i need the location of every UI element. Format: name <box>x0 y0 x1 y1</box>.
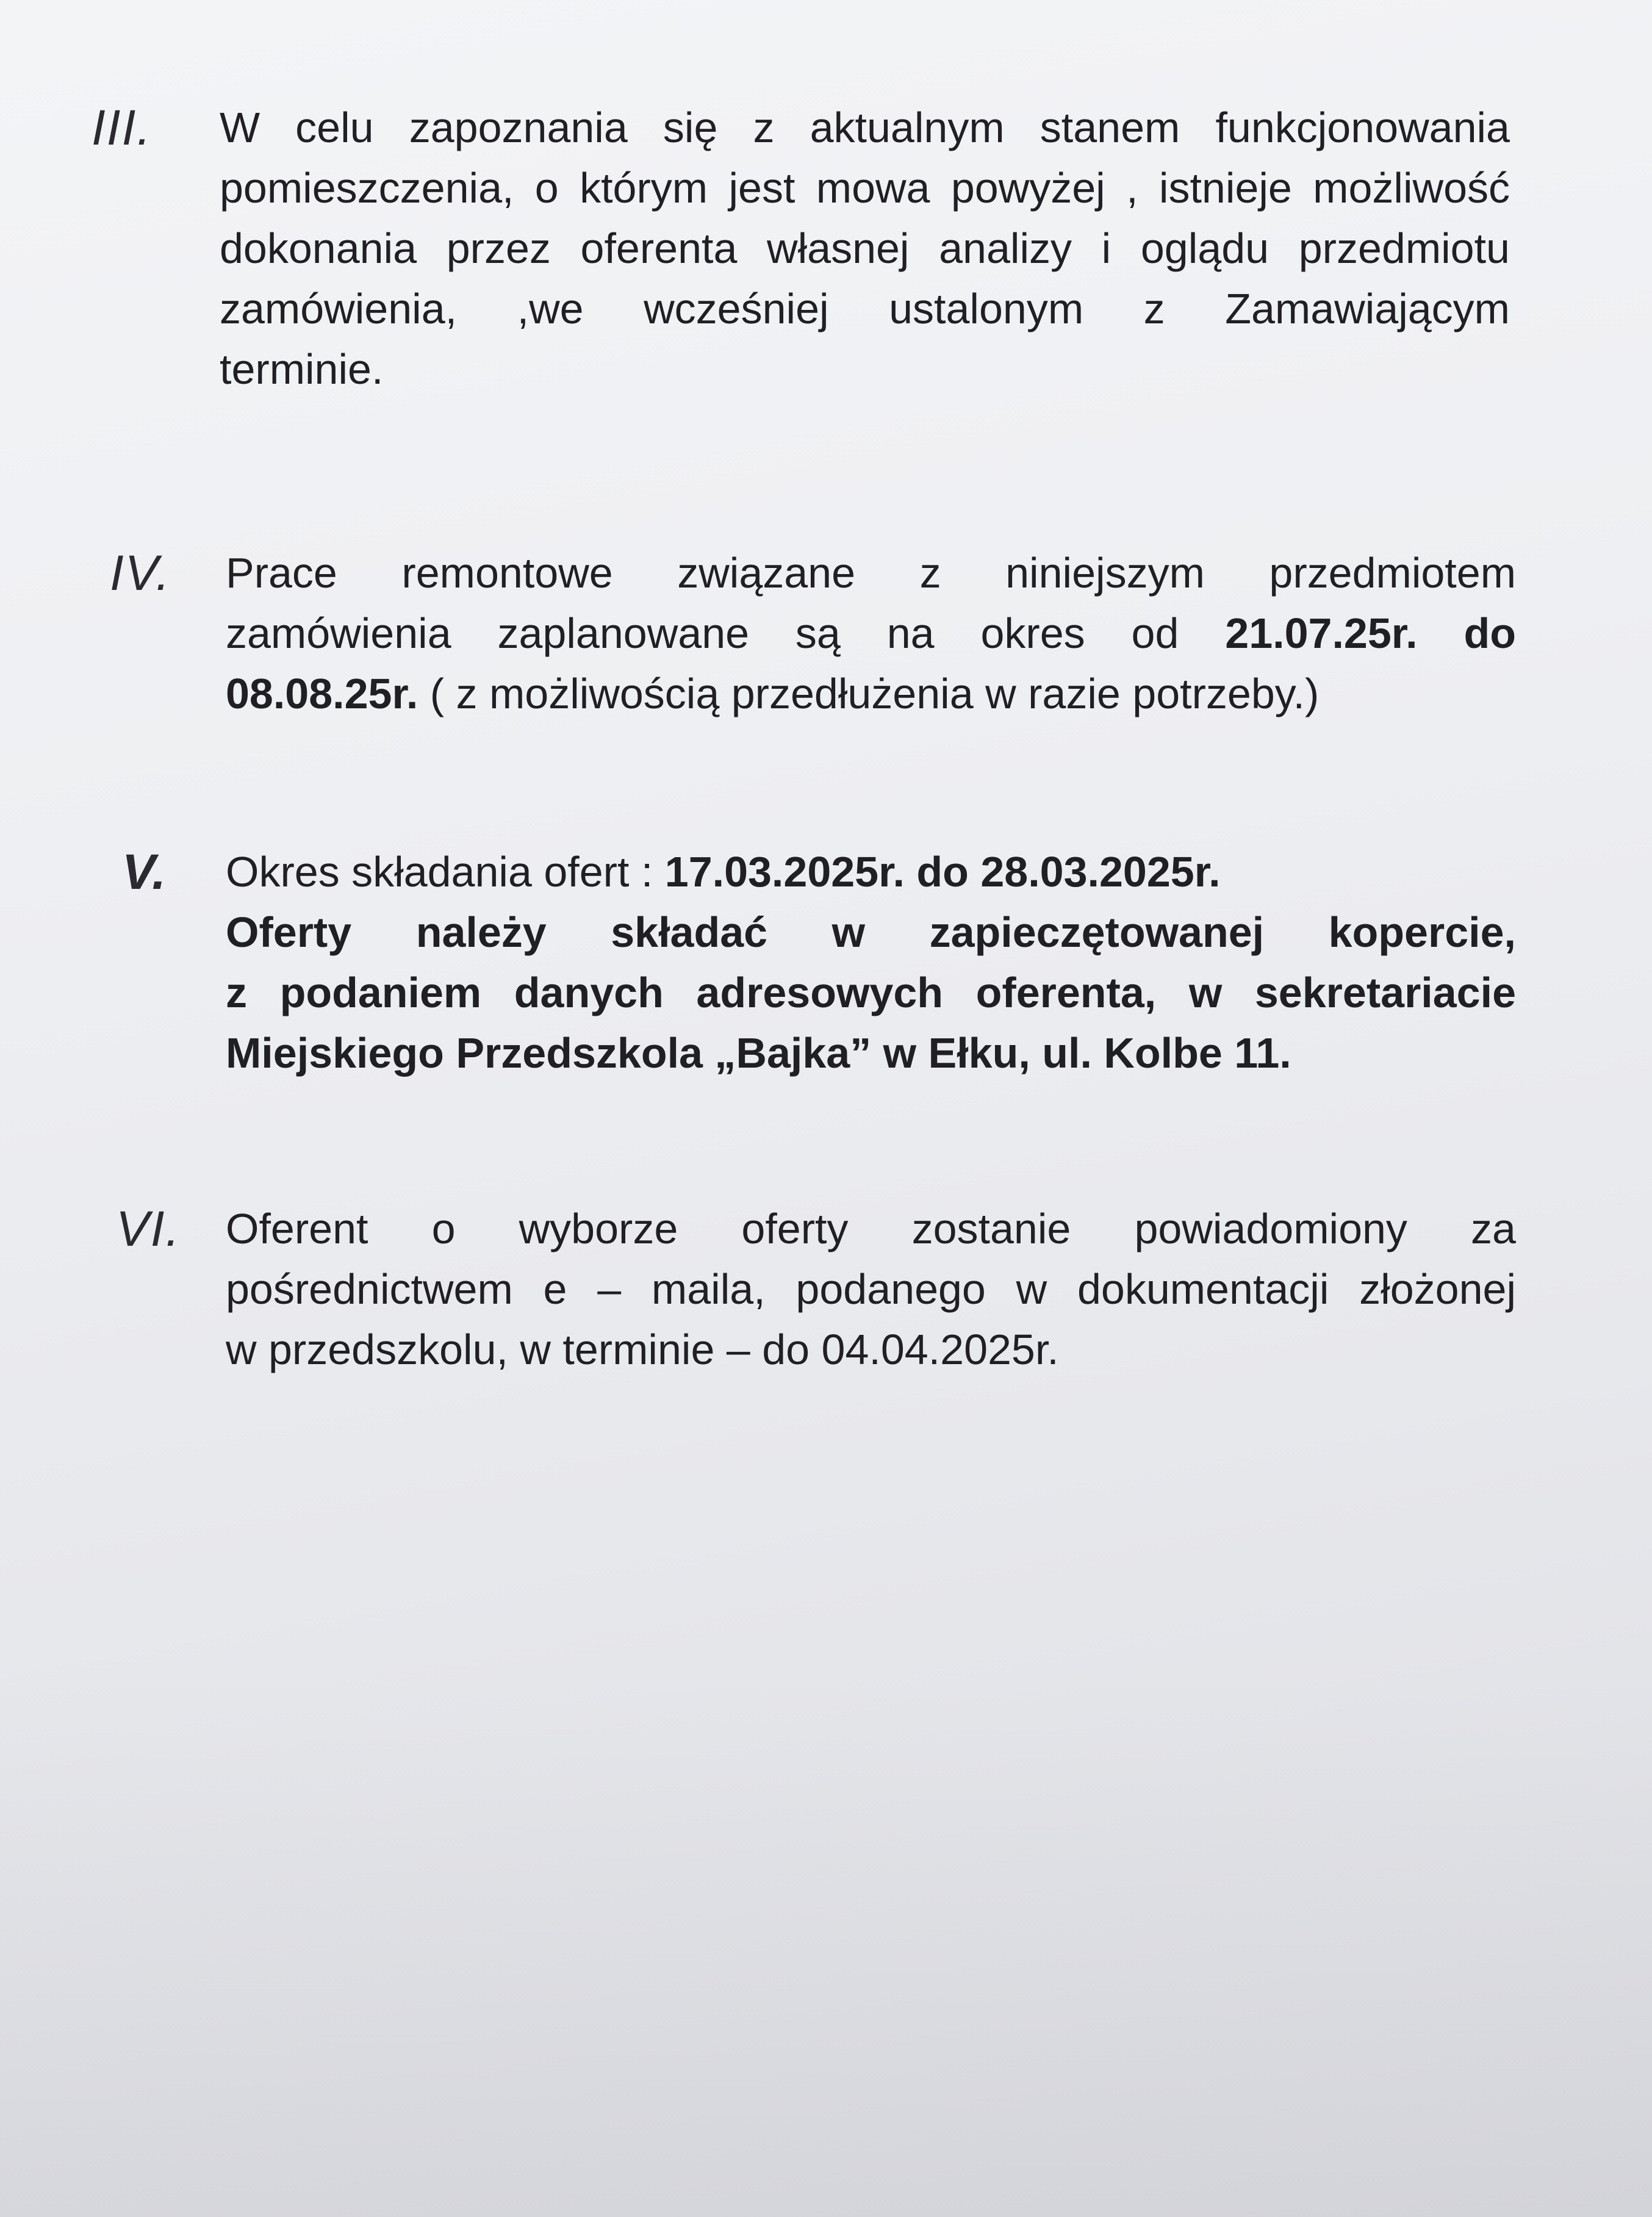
text-line: terminie. <box>220 345 384 393</box>
text-line: pomieszczenia, o którym jest mowa powyżej , istnieje możliwość <box>220 164 1510 212</box>
date-to: 08.08.25r. <box>226 670 418 717</box>
section-numeral: VI. <box>116 1201 181 1257</box>
text-segment: ( z możliwością przedłużenia w razie potrzeby.) <box>418 670 1320 717</box>
text-line: dokonania przez oferenta własnej analizy i oglądu przedmiotu <box>220 225 1510 272</box>
text-segment: Okres składania ofert : <box>226 848 665 896</box>
text-line: Miejskiego Przedszkola „Bajka” w Ełku, ul. Kolbe 11. <box>226 1029 1291 1077</box>
text-line: z podaniem danych adresowych oferenta, w sekretariacie <box>226 969 1516 1016</box>
section-numeral: III. <box>92 100 153 156</box>
section-body <box>220 98 1510 400</box>
offer-period: 17.03.2025r. do 28.03.2025r. <box>664 848 1221 896</box>
text-line <box>226 603 1516 664</box>
section-numeral: V. <box>122 844 167 900</box>
text-segment: zamówienia zaplanowane są na okres od <box>226 609 1226 657</box>
text-line: Oferent o wyborze oferty zostanie powiadomiony za <box>226 1205 1516 1252</box>
text-line <box>226 664 1516 724</box>
text-line: Prace remontowe związane z niniejszym przedmiotem <box>226 549 1516 597</box>
section-body <box>226 1199 1516 1380</box>
section-body <box>226 543 1516 724</box>
text-line: zamówienia, ,we wcześniej ustalonym z Zamawiającym <box>220 285 1510 332</box>
section-body <box>226 842 1516 1083</box>
text-line <box>226 842 1516 902</box>
text-line: pośrednictwem e – maila, podanego w dokumentacji złożonej <box>226 1265 1516 1313</box>
text-line: Oferty należy składać w zapieczętowanej kopercie, <box>226 908 1516 956</box>
paper-shadow <box>0 1668 1652 2217</box>
date-from: 21.07.25r. do <box>1225 609 1516 657</box>
section-numeral: IV. <box>110 545 171 601</box>
text-line: w przedszkolu, w terminie – do 04.04.2025r. <box>226 1326 1059 1373</box>
text-line: W celu zapoznania się z aktualnym stanem funkcjonowania <box>220 104 1510 151</box>
